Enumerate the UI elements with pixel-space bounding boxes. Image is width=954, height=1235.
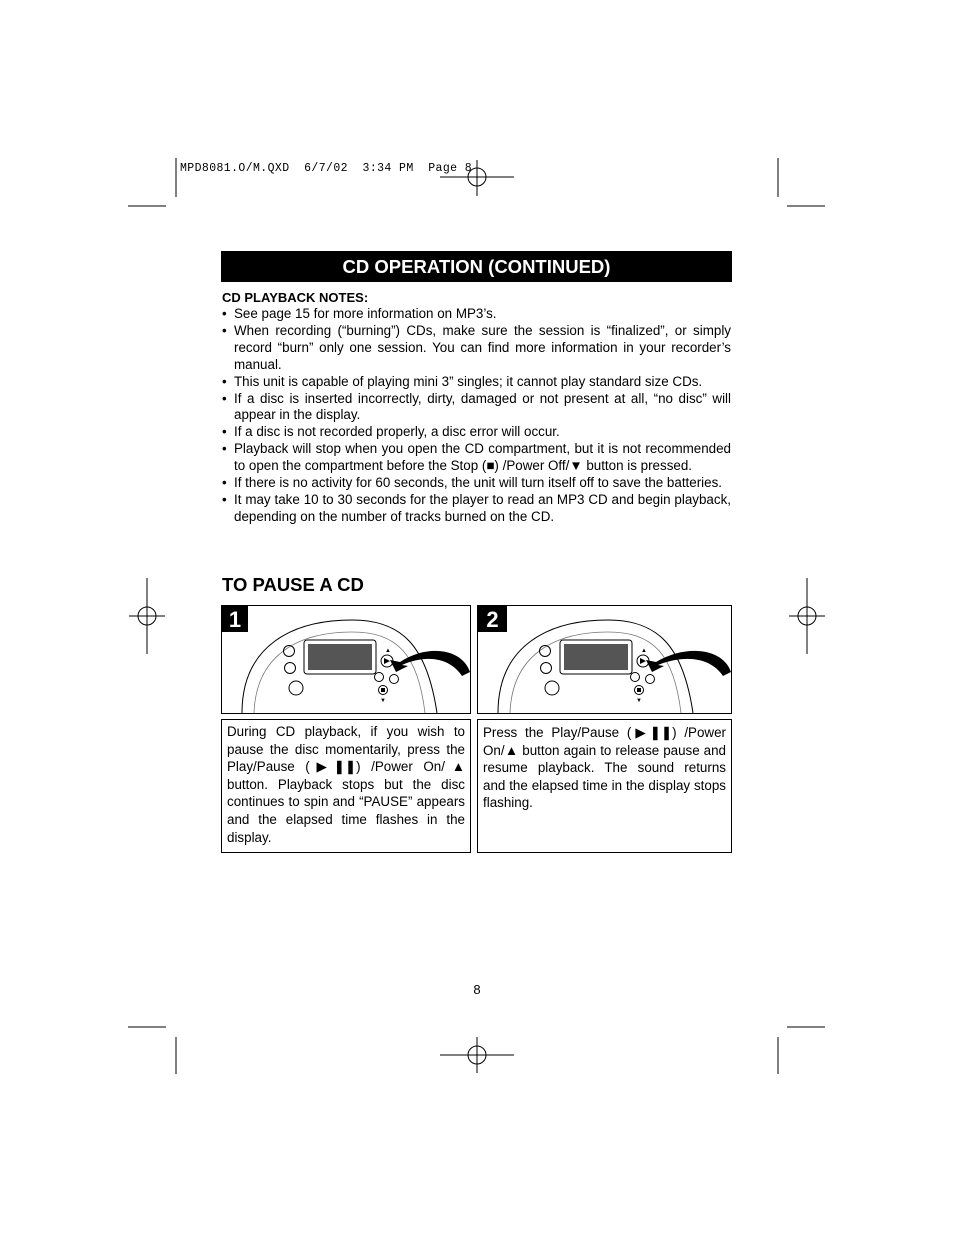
section-title-bar [221, 251, 732, 282]
step-number: 1 [228, 607, 242, 632]
list-item: • When recording (“burning”) CDs, make sure the session is “finalized”, or simply record “burn” only one session. You can find more information in your recorder’s manual. [222, 323, 731, 374]
list-item: • If a disc is inserted incorrectly, dirty, damaged or not present at all, “no disc” will appear in the display. [222, 391, 731, 425]
step-1-illustration [221, 605, 471, 714]
notes-heading: CD PLAYBACK NOTES: [222, 290, 369, 305]
step-2-illustration [477, 605, 732, 714]
list-item: • If a disc is not recorded properly, a disc error will occur. [222, 424, 731, 441]
section-title: CD OPERATION (CONTINUED) [342, 255, 611, 277]
list-item: • Playback will stop when you open the CD compartment, but it is not recommended to open the compartment before the Stop (■) /Power Off/▼ button is pressed. [222, 441, 731, 475]
pause-section-title: TO PAUSE A CD [222, 574, 364, 595]
page-number: 8 [473, 982, 481, 997]
step-2-caption: Press the Play/Pause (▶❚❚) /Power On/▲ button again to release pause and resume playback. The sound returns and the elapsed time in the display stops flashing. [477, 719, 732, 853]
list-item: • This unit is capable of playing mini 3” singles; it cannot play standard size CDs. [222, 374, 731, 391]
list-item: • See page 15 for more information on MP3’s. [222, 306, 731, 323]
svg-text:▼: ▼ [380, 698, 386, 704]
notes-list [222, 306, 731, 526]
svg-text:▲: ▲ [385, 648, 391, 654]
svg-text:▲: ▲ [641, 648, 647, 654]
step-1-caption: During CD playback, if you wish to pause the disc momentarily, press the Play/Pause (▶❚❚) /Power On/▲ button. Playback stops but the disc continues to spin and “PAUSE” appears and the elapsed time flashes in the display. [221, 719, 471, 853]
list-item: • It may take 10 to 30 seconds for the player to read an MP3 CD and begin playback, depending on the number of tracks burned on the CD. [222, 492, 731, 526]
step-number: 2 [486, 607, 499, 632]
list-item: • If there is no activity for 60 seconds, the unit will turn itself off to save the batteries. [222, 475, 731, 492]
svg-text:▼: ▼ [636, 698, 642, 704]
print-header: MPD8081.O/M.QXD 6/7/02 3:34 PM Page 8 [180, 162, 473, 175]
